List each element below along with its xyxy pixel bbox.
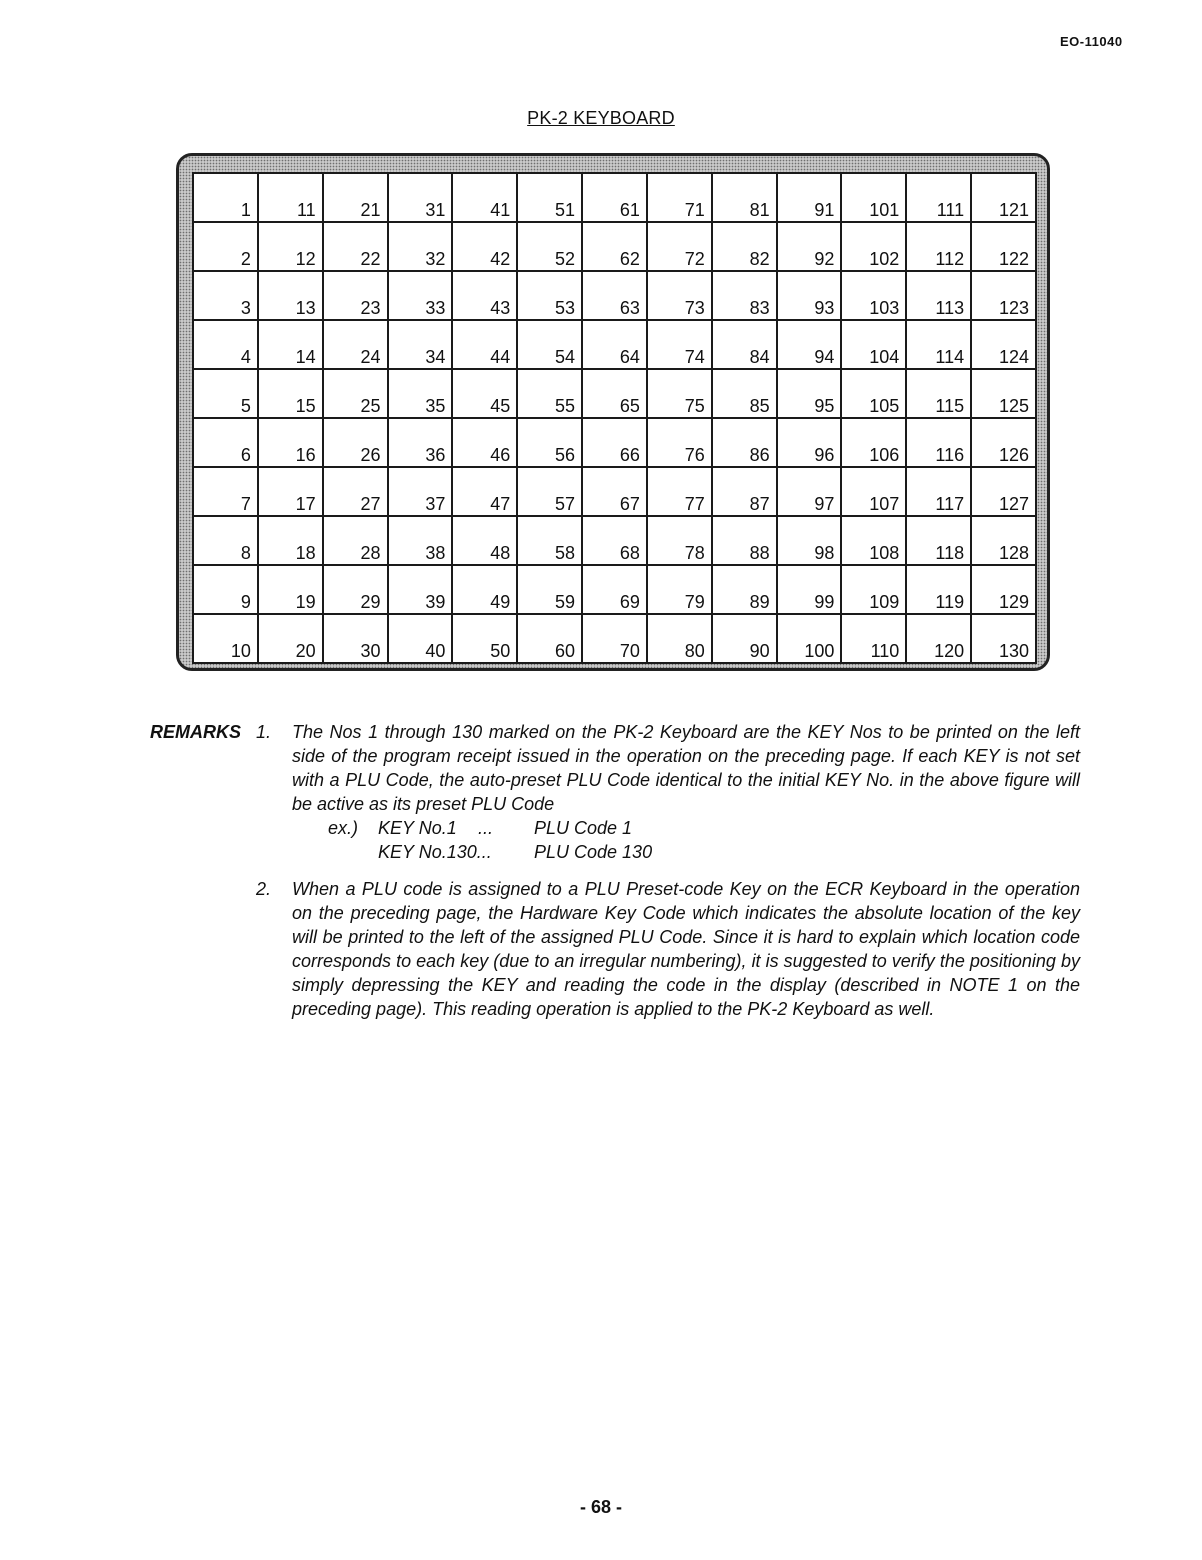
key-number: 69 [619,592,640,612]
keyboard-key-cell [452,271,517,320]
keyboard-key-cell [517,467,582,516]
key-number: 57 [555,494,576,514]
keyboard-row [193,320,1036,369]
key-number: 40 [425,641,446,661]
keyboard-key-cell [906,565,971,614]
keyboard-key-cell [712,516,777,565]
key-number: 66 [619,445,640,465]
key-number: 95 [814,396,835,416]
key-number: 90 [749,641,770,661]
keyboard-key-cell [906,516,971,565]
key-number: 80 [684,641,705,661]
key-number: 74 [684,347,705,367]
keyboard-key-cell [971,320,1036,369]
key-number: 46 [490,445,511,465]
key-number: 18 [295,543,316,563]
key-number: 98 [814,543,835,563]
keyboard-row [193,369,1036,418]
key-number: 68 [619,543,640,563]
keyboard-key-cell [388,565,453,614]
keyboard-key-cell [388,516,453,565]
keyboard-key-cell [388,222,453,271]
remark-1-number: 1. [256,722,272,742]
key-number: 33 [425,298,446,318]
key-number: 110 [870,641,900,661]
key-number: 122 [998,249,1029,269]
key-number: 12 [295,249,316,269]
keyboard-key-cell [712,271,777,320]
keyboard-key-cell [841,369,906,418]
remark-2-number: 2. [256,879,272,899]
keyboard-key-cell [841,222,906,271]
key-number: 126 [998,445,1029,465]
keyboard-key-cell [193,222,258,271]
key-number: 39 [425,592,446,612]
key-number: 5 [240,396,251,416]
keyboard-key-cell [777,320,842,369]
key-number: 70 [619,641,640,661]
key-number: 4 [240,347,251,367]
key-number: 114 [935,347,965,367]
keyboard-key-cell [452,467,517,516]
key-number: 32 [425,249,446,269]
key-number: 130 [998,641,1029,661]
keyboard-key-cell [582,271,647,320]
keyboard-key-cell [841,516,906,565]
keyboard-key-cell [323,320,388,369]
keyboard-key-cell [841,418,906,467]
keyboard-key-cell [712,369,777,418]
keyboard-row [193,173,1036,222]
key-number: 106 [869,445,900,465]
keyboard-key-cell [388,271,453,320]
keyboard-key-cell [971,271,1036,320]
keyboard-key-cell [906,173,971,222]
example-separator: ... [478,818,494,838]
keyboard-row [193,516,1036,565]
key-number: 56 [555,445,576,465]
key-number: 61 [619,200,640,220]
keyboard-key-cell [452,369,517,418]
keyboard-key-cell [388,320,453,369]
keyboard-key-cell [517,173,582,222]
keyboard-key-cell [323,614,388,663]
keyboard-key-cell [193,565,258,614]
keyboard-key-cell [258,516,323,565]
keyboard-key-cell [582,173,647,222]
key-number: 22 [360,249,381,269]
key-number: 16 [295,445,316,465]
keyboard-key-cell [517,418,582,467]
keyboard-key-cell [323,369,388,418]
example-prefix: ex.) [328,818,359,838]
keyboard-key-cell [323,467,388,516]
key-number: 104 [869,347,900,367]
key-number: 88 [749,543,770,563]
key-number: 36 [425,445,446,465]
key-number: 125 [998,396,1029,416]
key-number: 129 [998,592,1029,612]
key-number: 38 [425,543,446,563]
key-number: 9 [240,592,251,612]
key-number: 117 [935,494,965,514]
key-number: 53 [555,298,576,318]
key-number: 21 [360,200,381,220]
key-number: 41 [490,200,511,220]
keyboard-key-cell [193,271,258,320]
keyboard-key-cell [647,173,712,222]
keyboard-key-cell [971,418,1036,467]
keyboard-key-cell [193,516,258,565]
key-number: 107 [869,494,900,514]
keyboard-key-cell [582,516,647,565]
keyboard-key-cell [517,271,582,320]
key-number: 101 [869,200,900,220]
keyboard-key-cell [193,614,258,663]
example-code-1: PLU Code 1 [534,818,633,838]
example-key-130: KEY No.130... [378,842,492,862]
key-number: 103 [869,298,900,318]
key-number: 121 [998,200,1029,220]
keyboard-key-cell [841,173,906,222]
key-number: 25 [360,396,381,416]
key-number: 72 [684,249,705,269]
keyboard-key-cell [323,565,388,614]
key-number: 3 [240,298,251,318]
key-number: 100 [804,641,835,661]
keyboard-key-cell [777,565,842,614]
key-number: 15 [295,396,316,416]
keyboard-key-cell [582,320,647,369]
key-number: 123 [998,298,1029,318]
key-number: 44 [490,347,511,367]
keyboard-key-cell [323,516,388,565]
keyboard-key-cell [841,565,906,614]
keyboard-key-cell [193,320,258,369]
keyboard-key-cell [841,614,906,663]
key-number: 7 [240,494,251,514]
key-number: 42 [490,249,511,269]
keyboard-key-cell [647,369,712,418]
keyboard-key-cell [971,614,1036,663]
keyboard-key-cell [712,467,777,516]
remark-1-text: The Nos 1 through 130 marked on the PK-2 Keyboard are the KEY Nos to be printed on the left side of the program receipt issued in the operation on the preceding page. If each KEY is not set with a PLU Code, the auto-preset PLU Code identical to the initial KEY No. in the above figure will be active as its preset PLU Code [292,722,1080,814]
keyboard-key-cell [647,320,712,369]
key-number: 94 [814,347,835,367]
keyboard-key-cell [258,565,323,614]
key-number: 87 [749,494,770,514]
key-number: 91 [814,200,835,220]
key-number: 47 [490,494,511,514]
key-number: 51 [555,200,576,220]
key-number: 71 [684,200,705,220]
key-number: 59 [555,592,576,612]
key-number: 55 [555,396,576,416]
example-key-1: KEY No.1 [378,818,457,838]
keyboard-row [193,467,1036,516]
key-number: 50 [490,641,511,661]
key-number: 45 [490,396,511,416]
key-number: 1 [240,200,251,220]
keyboard-key-cell [712,222,777,271]
key-number: 67 [619,494,640,514]
keyboard-key-cell [647,271,712,320]
key-number: 34 [425,347,446,367]
keyboard-key-cell [258,418,323,467]
keyboard-key-cell [582,467,647,516]
keyboard-key-cell [323,222,388,271]
key-number: 93 [814,298,835,318]
key-number: 112 [935,249,965,269]
keyboard-key-cell [777,418,842,467]
keyboard-key-cell [841,320,906,369]
keyboard-key-cell [388,614,453,663]
key-number: 109 [869,592,900,612]
keyboard-key-cell [906,467,971,516]
keyboard-key-cell [647,467,712,516]
keyboard-title: PK-2 KEYBOARD [527,108,675,128]
keyboard-key-cell [193,467,258,516]
keyboard-key-cell [517,320,582,369]
keyboard-key-cell [777,173,842,222]
keyboard-key-cell [777,467,842,516]
keyboard-key-cell [517,614,582,663]
document-id: EO-11040 [1060,34,1123,49]
key-number: 20 [295,641,316,661]
key-number: 73 [684,298,705,318]
keyboard-key-cell [582,614,647,663]
key-number: 29 [360,592,381,612]
keyboard-key-cell [906,222,971,271]
keyboard-key-cell [906,271,971,320]
key-number: 2 [240,249,251,269]
keyboard-key-cell [971,369,1036,418]
key-number: 84 [749,347,770,367]
keyboard-key-cell [971,516,1036,565]
remarks-label: REMARKS [150,722,242,742]
key-number: 48 [490,543,511,563]
key-number: 52 [555,249,576,269]
keyboard-key-cell [388,467,453,516]
keyboard-key-cell [582,418,647,467]
example-code-130: PLU Code 130 [534,842,653,862]
keyboard-key-cell [323,418,388,467]
keyboard-key-cell [193,173,258,222]
keyboard-row [193,418,1036,467]
key-number: 116 [935,445,965,465]
key-number: 127 [998,494,1029,514]
key-number: 96 [814,445,835,465]
key-number: 10 [230,641,251,661]
keyboard-key-cell [452,614,517,663]
key-number: 124 [998,347,1029,367]
key-number: 120 [934,641,965,661]
keyboard-key-cell [712,418,777,467]
keyboard-key-cell [517,565,582,614]
key-number: 58 [555,543,576,563]
key-number: 99 [814,592,835,612]
keyboard-row [193,271,1036,320]
key-number: 37 [425,494,446,514]
keyboard-key-cell [841,467,906,516]
key-number: 86 [749,445,770,465]
key-number: 115 [935,396,965,416]
keyboard-key-cell [193,369,258,418]
key-number: 105 [869,396,900,416]
key-number: 11 [297,200,316,220]
key-number: 31 [425,200,446,220]
keyboard-key-cell [971,565,1036,614]
keyboard-key-cell [517,369,582,418]
key-number: 113 [935,298,965,318]
keyboard-key-grid [192,172,1037,664]
keyboard-key-cell [647,222,712,271]
key-number: 54 [555,347,576,367]
key-number: 77 [684,494,705,514]
key-number: 81 [749,200,770,220]
keyboard-key-cell [971,222,1036,271]
key-number: 63 [619,298,640,318]
keyboard-key-cell [777,369,842,418]
key-number: 27 [360,494,381,514]
key-number: 60 [555,641,576,661]
key-number: 43 [490,298,511,318]
key-number: 64 [619,347,640,367]
key-number: 17 [295,494,316,514]
keyboard-key-cell [258,369,323,418]
key-number: 19 [295,592,316,612]
keyboard-key-cell [258,271,323,320]
key-number: 8 [240,543,251,563]
keyboard-key-cell [777,222,842,271]
page-number: - 68 - [579,1497,622,1517]
key-number: 75 [684,396,705,416]
key-number: 79 [684,592,705,612]
key-number: 83 [749,298,770,318]
keyboard-key-cell [323,173,388,222]
remark-1 [292,720,1080,864]
key-number: 26 [360,445,381,465]
keyboard-key-cell [647,418,712,467]
keyboard-key-cell [906,320,971,369]
keyboard-key-cell [388,173,453,222]
key-number: 85 [749,396,770,416]
key-number: 128 [998,543,1029,563]
keyboard-key-cell [777,516,842,565]
keyboard-key-cell [647,565,712,614]
keyboard-key-cell [258,614,323,663]
keyboard-key-cell [841,271,906,320]
key-number: 97 [814,494,835,514]
keyboard-key-cell [452,173,517,222]
keyboard-row [193,614,1036,663]
key-number: 65 [619,396,640,416]
keyboard-key-cell [258,320,323,369]
example-line-2 [292,840,1080,864]
key-number: 24 [360,347,381,367]
keyboard-key-cell [777,271,842,320]
key-number: 62 [619,249,640,269]
key-number: 78 [684,543,705,563]
key-number: 92 [814,249,835,269]
keyboard-key-cell [971,173,1036,222]
keyboard-key-cell [712,173,777,222]
keyboard-key-cell [712,320,777,369]
key-number: 82 [749,249,770,269]
keyboard-key-cell [452,565,517,614]
example-line-1 [292,816,1080,840]
keyboard-key-cell [388,418,453,467]
keyboard-key-cell [323,271,388,320]
keyboard-key-cell [517,222,582,271]
key-number: 28 [360,543,381,563]
keyboard-key-cell [388,369,453,418]
keyboard-key-cell [452,516,517,565]
key-number: 108 [869,543,900,563]
keyboard-key-cell [258,467,323,516]
keyboard-key-cell [647,516,712,565]
keyboard-key-cell [582,369,647,418]
key-number: 13 [295,298,316,318]
keyboard-key-cell [258,173,323,222]
key-number: 30 [360,641,381,661]
keyboard-key-cell [452,222,517,271]
keyboard-key-cell [647,614,712,663]
keyboard-key-cell [906,369,971,418]
keyboard-key-cell [971,467,1036,516]
key-number: 111 [936,200,965,220]
keyboard-key-cell [452,418,517,467]
keyboard-key-cell [258,222,323,271]
keyboard-row [193,565,1036,614]
key-number: 119 [935,592,965,612]
keyboard-key-cell [712,614,777,663]
key-number: 35 [425,396,446,416]
keyboard-key-cell [712,565,777,614]
keyboard-key-cell [906,614,971,663]
key-number: 14 [295,347,316,367]
keyboard-key-cell [517,516,582,565]
keyboard-key-cell [582,565,647,614]
key-number: 89 [749,592,770,612]
key-number: 76 [684,445,705,465]
key-number: 102 [869,249,900,269]
remark-2-text: When a PLU code is assigned to a PLU Preset-code Key on the ECR Keyboard in the operation on the preceding page, the Hardware Key Code which indicates the absolute location of the key will be printed to the left of the assigned PLU Code. Since it is hard to explain which location code corresponds to each key (due to an irregular numbering), it is suggested to verify the positioning by simply depressing the KEY and reading the code in the display (described in NOTE 1 on the preceding page). This reading operation is applied to the PK-2 Keyboard as well. [292,879,1080,1019]
keyboard-key-cell [777,614,842,663]
keyboard-key-cell [193,418,258,467]
keyboard-row [193,222,1036,271]
keyboard-key-cell [452,320,517,369]
keyboard-key-cell [582,222,647,271]
key-number: 6 [240,445,251,465]
key-number: 118 [935,543,965,563]
keyboard-key-cell [906,418,971,467]
key-number: 23 [360,298,381,318]
key-number: 49 [490,592,511,612]
